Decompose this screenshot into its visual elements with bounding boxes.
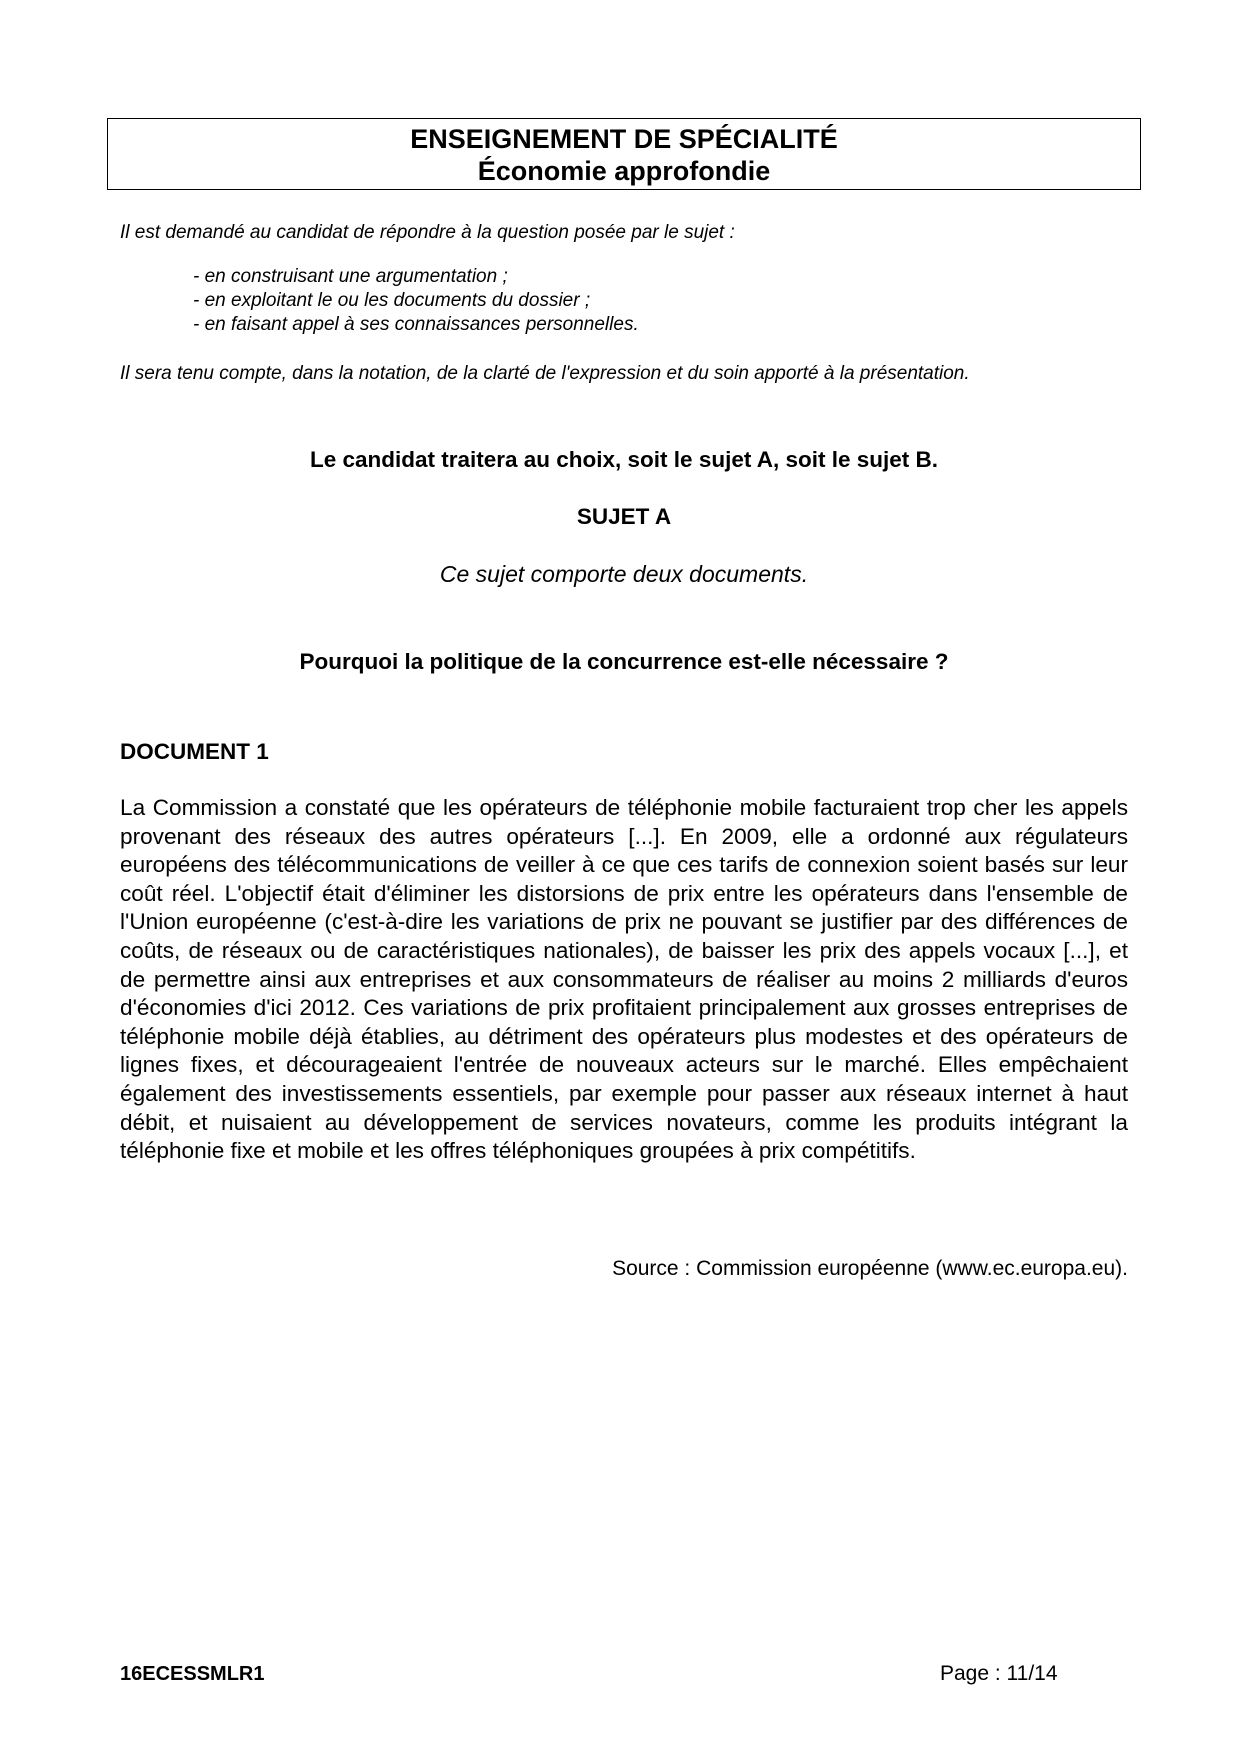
subject-docs-note: Ce sujet comporte deux documents. bbox=[439, 561, 809, 587]
document-heading: DOCUMENT 1 bbox=[120, 739, 269, 764]
document-source: Source : Commission européenne (www.ec.europa.eu). bbox=[612, 1257, 1128, 1280]
subject-question: Pourquoi la politique de la concurrence est-elle nécessaire ? bbox=[299, 649, 949, 674]
instructions-note: Il sera tenu compte, dans la notation, de la clarté de l'expression et du soin apporté à la présentation. bbox=[120, 363, 970, 384]
page-subtitle: Économie approfondie bbox=[477, 156, 771, 186]
page-title: ENSEIGNEMENT DE SPÉCIALITÉ bbox=[410, 124, 838, 154]
choice-line: Le candidat traitera au choix, soit le sujet A, soit le sujet B. bbox=[309, 447, 939, 472]
header-box bbox=[107, 118, 1141, 190]
instructions-intro: Il est demandé au candidat de répondre à la question posée par le sujet : bbox=[120, 222, 735, 243]
footer-code: 16ECESSMLR1 bbox=[120, 1663, 265, 1685]
subject-title: SUJET A bbox=[576, 504, 672, 529]
footer-page-number: Page : 11/14 bbox=[940, 1662, 1058, 1685]
instruction-item: - en construisant une argumentation ; bbox=[193, 266, 508, 287]
instruction-item: - en faisant appel à ses connaissances personnelles. bbox=[193, 314, 639, 335]
document-body: La Commission a constaté que les opérateurs de téléphonie mobile facturaient trop cher les appels provenant des réseaux des autres opérateurs [...]. En 2009, elle a ordonné aux régulateurs européens des télécommunications de veiller à ce que ces tarifs de connexion soient basés sur leur coût réel. L'objectif était d'éliminer les distorsions de prix entre les opérateurs dans l'ensemble de l'Union européenne (c'est-à-dire les variations de prix ne pouvant se justifier par des différences de coûts, de réseaux ou de caractéristiques nationales), de baisser les prix des appels vocaux [...], et de permettre ainsi aux entreprises et aux consommateurs de réaliser au moins 2 milliards d'euros d'économies d'ici 2012. Ces variations de prix profitaient principalement aux grosses entreprises de téléphonie mobile déjà établies, au détriment des opérateurs plus modestes et des opérateurs de lignes fixes, et décourageaient l'entrée de nouveaux acteurs sur le marché. Elles empêchaient également des investissements essentiels, par exemple pour passer aux réseaux internet à haut débit, et nuisaient au développement de services novateurs, comme les produits intégrant la téléphonie fixe et mobile et les offres téléphoniques groupées à prix compétitifs. bbox=[120, 795, 1128, 1164]
instruction-item: - en exploitant le ou les documents du dossier ; bbox=[193, 290, 591, 311]
